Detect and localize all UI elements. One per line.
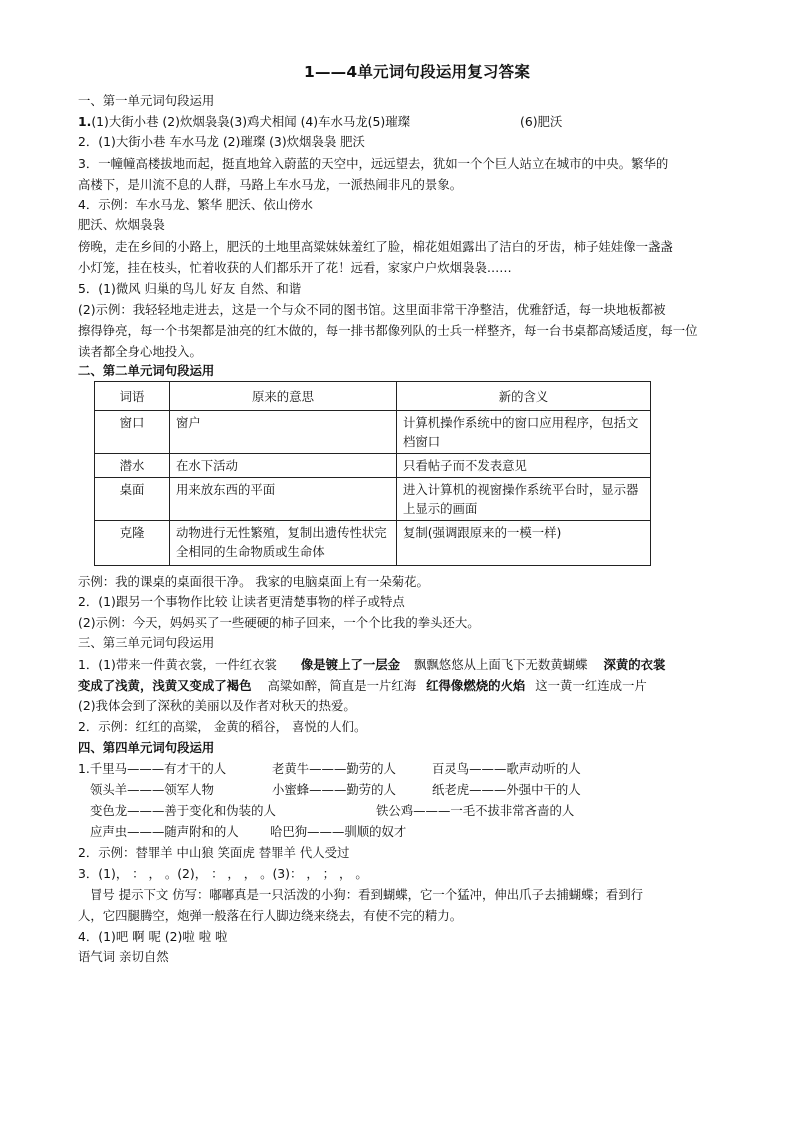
table-cell: 进入计算机的视窗操作系统平台时，显示器上显示的画面	[397, 478, 651, 521]
u1-answer-5-line3: 读者都全身心地投入。	[78, 344, 202, 359]
u3-answer-1-line1	[78, 656, 665, 674]
u3-answer-1-b: 像是镀上了一层金	[300, 657, 401, 672]
u3-answer-1-d: 深黄的衣裳	[603, 657, 666, 672]
u4-pair: 纸老虎———外强中干的人	[432, 782, 581, 797]
u3-answer-1-line2	[78, 677, 647, 695]
u1-answer-5: 5．(1)微风 归巢的鸟儿 好友 自然、和谐	[78, 281, 302, 296]
u1-answer-3-line1: 3．一幢幢高楼拔地而起，挺直地耸入蔚蓝的天空中，远远望去，犹如一个个巨人站立在城市的中央。繁华的	[78, 156, 669, 171]
u3-answer-1-a: 1．(1)带来一件黄衣裳，一件红衣裳	[78, 657, 277, 672]
u3-answer-1-h: 这一黄一红连成一片	[535, 678, 647, 693]
u4-pair: 1.千里马———有才干的人	[78, 761, 227, 776]
table-cell: 窗户	[170, 411, 397, 454]
u4-pair: 铁公鸡———一毛不拔非常吝啬的人	[376, 803, 575, 818]
table-cell: 窗口	[95, 411, 170, 454]
u4-pair: 哈巴狗———驯顺的奴才	[270, 824, 407, 839]
section-heading-unit3: 三、第三单元词句段运用	[78, 635, 215, 650]
u1-answer-4-para-line2: 小灯笼，挂在枝头，忙着收获的人们都乐开了花！远看，家家户户炊烟袅袅……	[78, 260, 512, 275]
table-row	[95, 454, 651, 478]
table-header-cell: 原来的意思	[170, 382, 397, 411]
u3-answer-1b: (2)我体会到了深秋的美丽以及作者对秋天的热爱。	[78, 698, 356, 713]
u2-answer-2: 2．(1)跟另一个事物作比较 让读者更清楚事物的样子或特点	[78, 594, 405, 609]
table-header-row	[95, 382, 651, 411]
u3-answer-1-g: 红得像燃烧的火焰	[426, 678, 526, 693]
u1-answer-5-line1: (2)示例：我轻轻地走进去，这是一个与众不同的图书馆。这里面非常干净整洁，优雅舒适，每一块地板都被	[78, 302, 666, 317]
u4-answer-3-line2: 人，它四腿腾空，炮弹一般落在行人脚边绕来绕去，有使不完的精力。	[78, 908, 463, 923]
u1-answer-3-line2: 高楼下，是川流不息的人群，马路上车水马龙，一派热闹非凡的景象。	[78, 177, 463, 192]
page-title: 1——4单元词句段运用复习答案	[303, 63, 531, 81]
u4-answer-3: 3．(1)， ： ， 。(2)， ： ， ， 。(3)： ， ； ， 。	[78, 866, 368, 881]
u2-answer-2b: (2)示例：今天，妈妈买了一些硬硬的柿子回来，一个个比我的拳头还大。	[78, 615, 480, 630]
u4-answer-4: 4．(1)吧 啊 呢 (2)啦 啦 啦	[78, 929, 228, 944]
u4-pair: 变色龙———善于变化和伪装的人	[90, 803, 276, 818]
u2-example: 示例：我的课桌的桌面很干净。 我家的电脑桌面上有一朵菊花。	[78, 574, 429, 589]
u3-answer-1-c: 飘飘悠悠从上面飞下无数黄蝴蝶	[414, 657, 588, 672]
u1-answer-5-line2: 擦得铮亮，每一个书架都是油亮的红木做的，每一排书都像列队的士兵一样整齐，每一台书桌都高矮适度，每一位	[78, 323, 698, 338]
u1-answer-1	[78, 113, 410, 131]
u4-pair: 百灵鸟———歌声动听的人	[432, 761, 581, 776]
u4-answer-2: 2．示例：替罪羊 中山狼 笑面虎 替罪羊 代人受过	[78, 845, 350, 860]
u4-answer-3-line1: 冒号 提示下文 仿写：嘟嘟真是一只活泼的小狗：看到蝴蝶，它一个猛冲，伸出爪子去捕蝴蝶；看到行	[90, 887, 644, 902]
table-cell: 桌面	[95, 478, 170, 521]
table-row	[95, 478, 651, 521]
table-cell: 计算机操作系统中的窗口应用程序，包括文档窗口	[397, 411, 651, 454]
u3-answer-1-f: 高粱如醉，简直是一片红海	[267, 678, 417, 693]
u1-answer-1-tail: (6)肥沃	[520, 114, 563, 129]
u1-answer-2: 2．(1)大街小巷 车水马龙 (2)璀璨 (3)炊烟袅袅 肥沃	[78, 134, 365, 149]
u4-pair: 领头羊———领军人物	[90, 782, 214, 797]
table-cell: 潜水	[95, 454, 170, 478]
table-row	[95, 521, 651, 566]
vocabulary-table	[94, 381, 651, 566]
table-cell: 在水下活动	[170, 454, 397, 478]
section-heading-unit1: 一、第一单元词句段运用	[78, 93, 215, 108]
u3-answer-1-e: 变成了浅黄，浅黄又变成了褐色	[78, 678, 252, 693]
u4-answer-4b: 语气词 亲切自然	[78, 949, 169, 964]
table-cell: 只看帖子而不发表意见	[397, 454, 651, 478]
table-cell: 复制(强调跟原来的一模一样)	[397, 521, 651, 566]
table-header-cell: 词语	[95, 382, 170, 411]
table-header-cell: 新的含义	[397, 382, 651, 411]
u1-answer-4-para-line1: 傍晚，走在乡间的小路上，肥沃的土地里高粱妹妹羞红了脸，棉花姐姐露出了洁白的牙齿，柿子娃娃像一盏盏	[78, 239, 673, 254]
u1-answer-4: 4．示例：车水马龙、繁华 肥沃、依山傍水	[78, 197, 313, 212]
table-cell: 用来放东西的平面	[170, 478, 397, 521]
u4-pair: 老黄牛———勤劳的人	[272, 761, 396, 776]
u1-answer-1-label: 1.	[78, 114, 92, 129]
table-cell: 动物进行无性繁殖，复制出遗传性状完全相同的生命物质或生命体	[170, 521, 397, 566]
section-heading-unit2: 二、第二单元词句段运用	[78, 363, 215, 378]
u1-answer-1-text: (1)大街小巷 (2)炊烟袅袅(3)鸡犬相闻 (4)车水马龙(5)璀璨	[91, 114, 411, 129]
table-row	[95, 411, 651, 454]
table-cell: 克隆	[95, 521, 170, 566]
u4-pair: 小蜜蜂———勤劳的人	[272, 782, 396, 797]
u3-answer-2: 2．示例：红红的高粱， 金黄的稻谷， 喜悦的人们。	[78, 719, 367, 734]
u1-answer-4b: 肥沃、炊烟袅袅	[78, 217, 165, 232]
section-heading-unit4: 四、第四单元词句段运用	[78, 740, 215, 755]
u4-pair: 应声虫———随声附和的人	[90, 824, 239, 839]
